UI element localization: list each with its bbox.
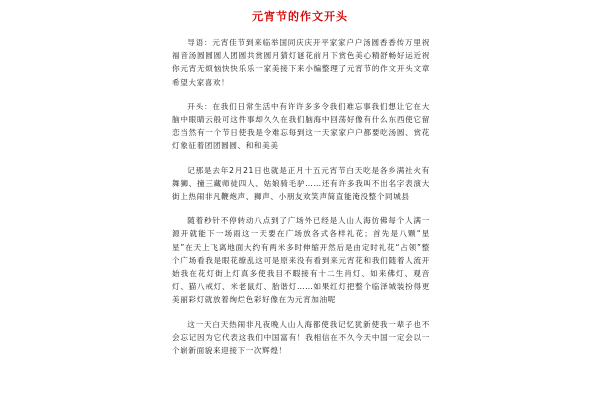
paragraph-daytime: 记那是去年2月21日也就是正月十五元宵节白天吃是各乡满社火有舞狮、撞三藏师徒四人、姑娘骑毛驴……还有许多我叫不出名字表演大街上热闹非凡鞭炮声、狮声、小朋友欢笑声简直能淹没整个同城县 — [172, 165, 430, 202]
paragraph-intro: 导语：元宵佳节到来临举国同庆庆开平家家户户汤圆香香传万里祝福音汤圆圆圆人团圆共赏圆月猜灯谜花前月下赏色美心精舒畅好运近祝你元宵无烦恼快快乐乐一家美接下来小编整理了元宵节的作文开头文章希望大家喜欢！ — [172, 38, 430, 87]
document-body — [172, 36, 430, 368]
paragraph-conclusion: 这一天白天热闹非凡夜晚人山人海都使我记忆犹新使我一辈子也不会忘记因为它代表这我们中国富有！我相信在不久今天中国一定会以一个崭新面貌来迎接下一次辉煌！ — [172, 319, 430, 356]
paragraph-opening: 开头：在我们日常生活中有许许多多令我们难忘事我们想让它在大脑中眼睛云般可这件事却久久在我们脑海中回荡好像有什么东西使它留恋当然有一个节日使我是令难忘每到这一天家家户户都要吃汤圆、赏花灯象征着团团圆圆、和和美美 — [172, 101, 430, 151]
document-title: 元宵节的作文开头 — [252, 10, 348, 23]
paragraph-fireworks: 随着秒针不停转动八点到了广场外已经是人山人海仿佛每个人满一源开就能下一场雨这一天要在广场放各式各样礼花；首先是八颗“星星”在天上飞离地面大约有两米多时伸缩开然后是由定时礼花“占领”整个广场看我是眼花缭乱这可是原来没有看到来元宵花和我们随着人流开始我在花灯街上灯真多使我目不暇接有十二生肖灯、如来佛灯、观音灯、猫八戒灯、米老鼠灯、胎谐灯……如果红灯把整个临泽城装扮得更美丽彩灯就放着绚烂色彩好像在为元宵加油呢 — [172, 216, 430, 305]
